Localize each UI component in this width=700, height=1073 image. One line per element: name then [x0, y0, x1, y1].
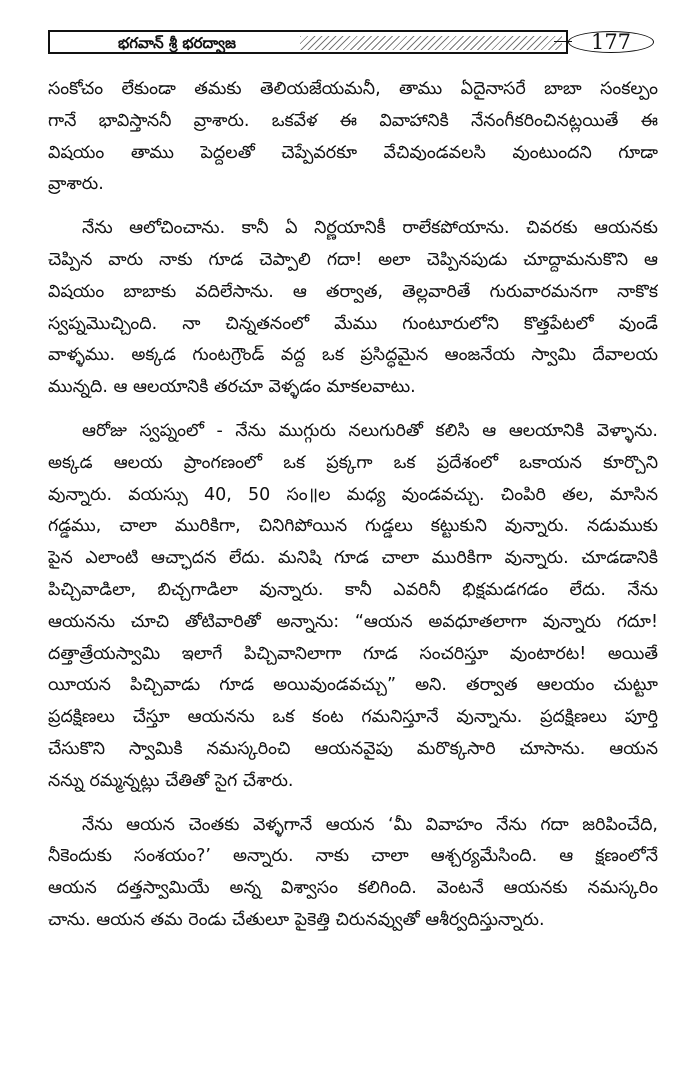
page-number: 177	[590, 30, 632, 54]
page-number-badge	[560, 30, 660, 56]
text-line: యీయన పిచ్చివాడు గూడ అయివుండవచ్చు” అని. తర్వాత ఆలయం చుట్టూ	[48, 675, 658, 696]
text-line: నేను ఆయన చెంతకు వెళ్ళగానే ఆయన ‘మీ వివాహం నేను గదా జరిపించేది,	[82, 814, 658, 835]
text-line: విషయం బాబాకు వదిలేసాను. ఆ తర్వాత, తెల్లవారితే గురువారమనగా నాకొక	[48, 281, 658, 302]
text-line: ప్రదక్షిణలు చేస్తూ ఆయనను ఒక కంట గమనిస్తూనే వున్నాను. ప్రదక్షిణలు పూర్తి	[48, 707, 658, 728]
paragraph-gap	[48, 798, 658, 810]
paragraph	[48, 213, 658, 404]
paragraph	[48, 810, 658, 937]
text-line: పైన ఎలాంటి ఆచ్ఛాదన లేదు. మనిషి గూడ చాలా మురికిగా వున్నారు. చూడడానికి	[48, 548, 658, 569]
text-line: నన్ను రమ్మన్నట్లు చేతితో సైగ చేశారు.	[48, 770, 294, 791]
text-line: చేసుకొని స్వామికి నమస్కరించి ఆయనవైపు మరొక్కసారి చూసాను. ఆయన	[48, 738, 658, 759]
text-line: చాను. ఆయన తమ రెండు చేతులూ పైకెత్తి చిరునవ్వుతో ఆశీర్వదిస్తున్నారు.	[48, 909, 545, 930]
header-title-box	[48, 30, 568, 54]
text-line: వ్రాశారు.	[48, 174, 104, 195]
text-line: అక్కడ ఆలయ ప్రాంగణంలో ఒక ప్రక్కగా ఒక ప్రదేశంలో ఒకాయన కూర్చొని	[48, 452, 658, 473]
text-line: పిచ్చివాడిలా, బిచ్చగాడిలా వున్నారు. కానీ ఎవరినీ భిక్షమడగడం లేదు. నేను	[48, 579, 658, 600]
text-line: ఆయన దత్తస్వామియే అన్న విశ్వాసం కలిగింది. వెంటనే ఆయనకు నమస్కరిం	[48, 878, 658, 899]
text-line: వున్నారు. వయస్సు 40, 50 సం॥ల మధ్య వుండవచ్చు. చింపిరి తల, మాసిన	[48, 484, 658, 505]
text-line: స్వప్నమొచ్చింది. నా చిన్నతనంలో మేము గుంటూరులోని కొత్తపేటలో వుండే	[48, 313, 658, 334]
text-line: విషయం తాము పెద్దలతో చెప్పేవరకూ వేచివుండవలసి వుంటుందని గూడా	[48, 142, 658, 163]
text-line: సంకోచం లేకుండా తమకు తెలియజేయమనీ, తాము ఏదైనాసరే బాబా సంకల్పం	[48, 79, 658, 99]
paragraph-gap	[48, 404, 658, 416]
text-line: ఆయనను చూచి తోటివారితో అన్నాను: “ఆయన అవధూతలాగా వున్నారు గదూ!	[48, 611, 658, 632]
text-line: గానే భావిస్తాననీ వ్రాశారు. ఒకవేళ ఈ వివాహానికి నేనంగీకరించినట్లయితే ఈ	[48, 110, 658, 131]
text-line: ఆరోజు స్వప్నంలో - నేను ముగ్గురు నలుగురితో కలిసి ఆ ఆలయానికి వెళ్ళాను.	[82, 420, 658, 441]
paragraph	[48, 416, 658, 798]
running-header	[48, 30, 662, 56]
body-text	[48, 74, 658, 937]
book-title: భగవాన్ శ్రీ భరద్వాజ	[118, 34, 236, 52]
text-line: వాళ్ళము. అక్కడ గుంటగ్రౌండ్ వద్ద ఒక ప్రసిద్ధమైన ఆంజనేయ స్వామి దేవాలయ	[48, 345, 658, 366]
text-line: నీకెందుకు సంశయం?’ అన్నారు. నాకు చాలా ఆశ్చర్యమేసింది. ఆ క్షణంలోనే	[48, 846, 658, 867]
header-hatch-decoration	[300, 36, 562, 50]
text-line: మున్నది. ఆ ఆలయానికి తరచూ వెళ్ళడం మాకలవాటు.	[48, 377, 416, 398]
paragraph-gap	[48, 201, 658, 213]
text-line: నేను ఆలోచించాను. కానీ ఏ నిర్ణయానికీ రాలేకపోయాను. చివరకు ఆయనకు	[82, 218, 658, 239]
text-line: దత్తాత్రేయస్వామి ఇలాగే పిచ్చివానిలాగా గూడ సంచరిస్తూ వుంటారట! అయితే	[48, 643, 658, 664]
paragraph	[48, 74, 658, 201]
text-line: గడ్డము, చాలా మురికిగా, చినిగిపోయిన గుడ్డలు కట్టుకుని వున్నారు. నడుముకు	[48, 516, 658, 537]
text-line: చెప్పిన వారు నాకు గూడ చెప్పాలి గదా! అలా చెప్పినపుడు చూద్దామనుకొని ఆ	[48, 249, 658, 270]
